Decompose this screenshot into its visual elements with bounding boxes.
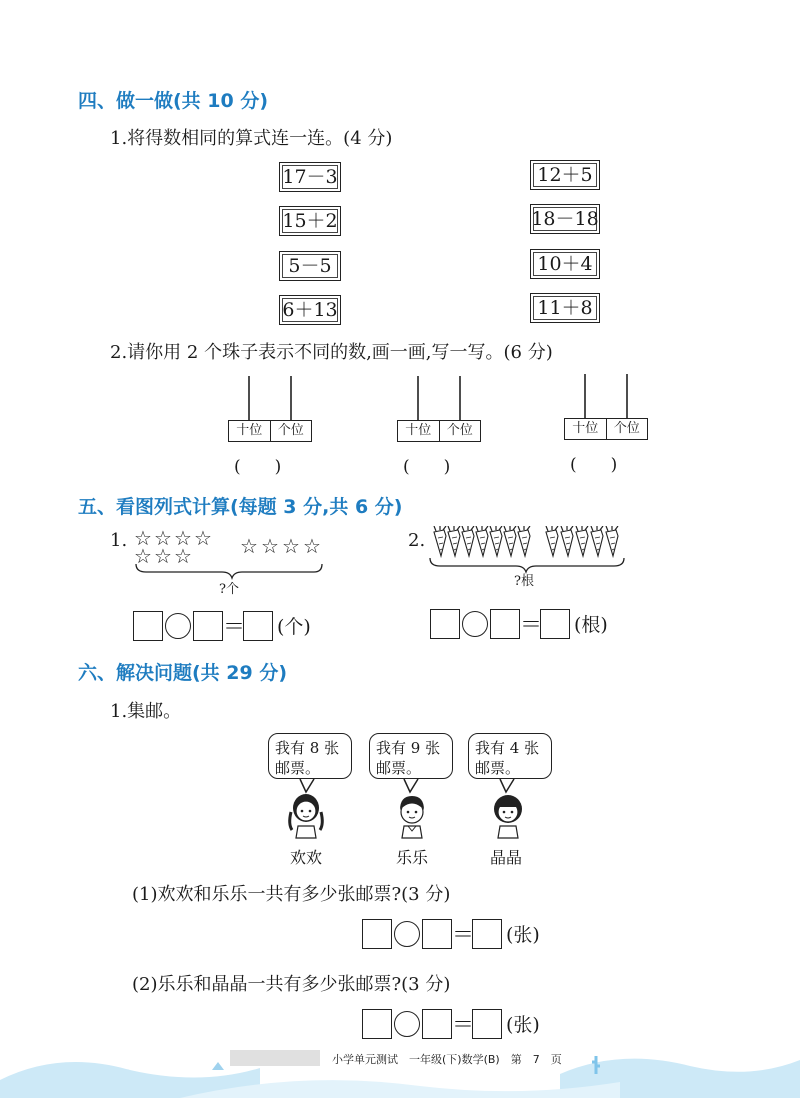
- girl-jingjing-icon: [486, 790, 530, 840]
- problem-1-number: 1.: [110, 530, 128, 551]
- child-name: 欢欢: [290, 848, 323, 867]
- answer-box[interactable]: [472, 919, 502, 949]
- section-5-title: 五、看图列式计算(每题 3 分,共 6 分): [78, 496, 403, 518]
- question-4-1: 1.将得数相同的算式连一连。(4 分): [110, 128, 393, 149]
- bubble-line: 邮票。: [275, 759, 321, 777]
- bubble-line: 我有 4 张: [475, 739, 540, 757]
- section-6-title: 六、解决问题(共 29 分): [78, 662, 288, 684]
- answer-box[interactable]: [472, 1009, 502, 1039]
- unit-label: (根): [574, 614, 608, 636]
- tens-label: 十位: [229, 421, 271, 441]
- boy-lele-icon: [390, 790, 434, 840]
- equals-sign: ＝: [452, 1013, 475, 1038]
- brace-label: ?个: [219, 582, 239, 597]
- answer-blank[interactable]: ( ): [570, 455, 618, 475]
- child-name: 晶晶: [490, 848, 523, 867]
- right-expression[interactable]: 18－18: [530, 204, 600, 234]
- operator-circle[interactable]: [394, 1011, 420, 1037]
- bubble-line: 邮票。: [475, 759, 521, 777]
- sub-question-2: (2)乐乐和晶晶一共有多少张邮票?(3 分): [132, 974, 451, 995]
- bubble-line: 邮票。: [376, 759, 422, 777]
- star-icon: ☆: [174, 526, 192, 550]
- unit-label: (个): [277, 616, 311, 638]
- answer-row[interactable]: [362, 918, 540, 949]
- footer-wave-decoration: [0, 1040, 800, 1098]
- left-expression[interactable]: 17－3: [279, 162, 341, 192]
- answer-box[interactable]: [362, 919, 392, 949]
- star-icon: ☆: [303, 534, 321, 558]
- equals-sign: ＝: [452, 923, 475, 948]
- star-icon: ☆: [194, 526, 212, 550]
- question-4-2: 2.请你用 2 个珠子表示不同的数,画一画,写一写。(6 分): [110, 342, 553, 363]
- answer-box[interactable]: [362, 1009, 392, 1039]
- girl-huanhuan-icon: [284, 790, 328, 840]
- tens-label: 十位: [398, 421, 440, 441]
- left-expression[interactable]: 5－5: [279, 251, 341, 281]
- star-icon: ☆: [154, 544, 172, 568]
- section-4-title: 四、做一做(共 10 分): [78, 90, 269, 112]
- star-icon: ☆: [282, 534, 300, 558]
- tens-label: 十位: [565, 419, 607, 439]
- left-expression[interactable]: 6＋13: [279, 295, 341, 325]
- answer-blank[interactable]: ( ): [234, 457, 282, 477]
- bubble-line: 我有 8 张: [275, 739, 340, 757]
- unit-label: (张): [506, 924, 540, 946]
- star-icon: ☆: [240, 534, 258, 558]
- star-icon: ☆: [174, 544, 192, 568]
- equals-sign: ＝: [223, 615, 246, 640]
- right-expression[interactable]: 11＋8: [530, 293, 600, 323]
- equals-sign: ＝: [520, 613, 543, 638]
- blurred-watermark: [230, 1050, 320, 1066]
- answer-row[interactable]: [362, 1008, 540, 1039]
- footer-text: 小学单元测试 一年级(下)数学(B) 第 7 页: [332, 1053, 562, 1066]
- star-icon: ☆: [134, 544, 152, 568]
- star-icon: ☆: [261, 534, 279, 558]
- brace-label: ?根: [514, 574, 534, 589]
- star-icon: ☆: [154, 526, 172, 550]
- ones-label: 个位: [446, 423, 473, 438]
- bubble-line: 我有 9 张: [376, 739, 441, 757]
- child-name: 乐乐: [396, 848, 429, 867]
- answer-blank[interactable]: ( ): [403, 457, 451, 477]
- sub-question-1: (1)欢欢和乐乐一共有多少张邮票?(3 分): [132, 884, 451, 905]
- unit-label: (张): [506, 1014, 540, 1036]
- answer-box[interactable]: [422, 919, 452, 949]
- ones-label: 个位: [277, 423, 304, 438]
- left-expression[interactable]: 15＋2: [279, 206, 341, 236]
- answer-box[interactable]: [422, 1009, 452, 1039]
- right-expression[interactable]: 10＋4: [530, 249, 600, 279]
- right-expression[interactable]: 12＋5: [530, 160, 600, 190]
- question-6-1: 1.集邮。: [110, 701, 182, 722]
- ones-label: 个位: [613, 421, 640, 436]
- problem-2-number: 2.: [408, 530, 426, 551]
- operator-circle[interactable]: [394, 921, 420, 947]
- star-icon: ☆: [134, 526, 152, 550]
